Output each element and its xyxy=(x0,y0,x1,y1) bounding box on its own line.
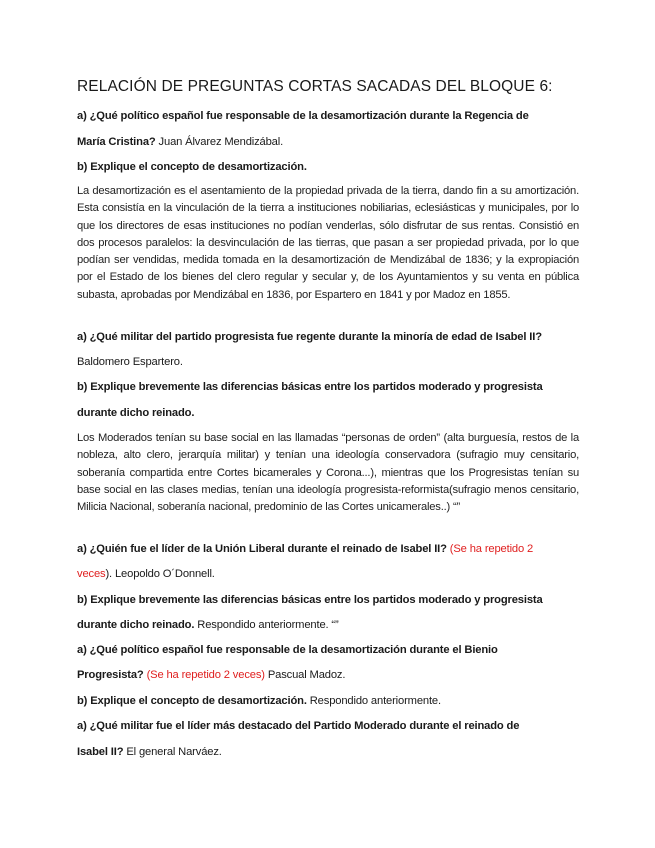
question-1-line-1: a) ¿Qué político español fue responsable de la desamortización durante la Regencia de xyxy=(77,110,529,122)
question-3: a) ¿Qué militar del partido progresista fue regente durante la minoría de edad de Isabel II? xyxy=(77,331,542,343)
answer-7: Pascual Madoz. xyxy=(267,669,346,681)
question-6-line-2 xyxy=(77,619,339,631)
question-8: b) Explique el concepto de desamortización. xyxy=(77,695,307,707)
answer-8: Respondido anteriormente. xyxy=(309,695,441,707)
question-5-line-1 xyxy=(77,543,533,555)
question-4-line-1: b) Explique brevemente las diferencias básicas entre los partidos moderado y progresista xyxy=(77,381,543,393)
question-9-line-2 xyxy=(77,746,222,758)
question-8-line xyxy=(77,695,441,707)
question-1-end: María Cristina? xyxy=(77,136,156,148)
question-7-line-2 xyxy=(77,669,345,681)
question-2: b) Explique el concepto de desamortización. xyxy=(77,161,307,173)
answer-1: Juan Álvarez Mendizábal. xyxy=(158,136,284,148)
question-9-line-1: a) ¿Qué militar fue el líder más destacado del Partido Moderado durante el reinado de xyxy=(77,720,520,732)
question-9-end: Isabel II? xyxy=(77,746,124,758)
question-1-line-2 xyxy=(77,136,283,148)
question-7-line-1: a) ¿Qué político español fue responsable de la desamortización durante el Bienio xyxy=(77,644,498,656)
question-5-line-2 xyxy=(77,568,215,580)
question-6-line-1: b) Explique brevemente las diferencias básicas entre los partidos moderado y progresista xyxy=(77,594,543,606)
answer-3: Baldomero Espartero. xyxy=(77,356,183,368)
question-6-end: durante dicho reinado. xyxy=(77,619,195,631)
answer-5: ). Leopoldo O´Donnell. xyxy=(105,568,215,580)
question-5: a) ¿Quién fue el líder de la Unión Liberal durante el reinado de Isabel II? xyxy=(77,543,447,555)
document-title: RELACIÓN DE PREGUNTAS CORTAS SACADAS DEL BLOQUE 6: xyxy=(77,78,553,95)
answer-2-paragraph: La desamortización es el asentamiento de la propiedad privada de la tierra, dando fin a su amortización. Esta consistía en la vinculación de la tierra a instituciones nobiliarias, eclesiásticas y municipales, por lo que los directores de esas instituciones no podían venderlas, sólo disfrutar de sus rentas. Consistió en dos procesos paralelos: la desvinculación de las tierras, que pasan a ser propiedad privada, por lo que podían ser vendidas, medida tomada en la desamortización de Mendizábal de 1836; y la expropiación por el Estado de los bienes del clero regular y secular y, de los Ayuntamientos y su venta en pública subasta, aprobadas por Mendizábal en 1836, por Espartero en 1841 y por Madoz en 1855. xyxy=(77,185,579,301)
repeat-note-5a: (Se ha repetido 2 xyxy=(449,543,534,555)
answer-6: Respondido anteriormente. “” xyxy=(197,619,339,631)
repeat-note-5b: veces xyxy=(77,568,106,580)
question-7-end: Progresista? xyxy=(77,669,144,681)
answer-9: El general Narváez. xyxy=(126,746,222,758)
repeat-note-7: (Se ha repetido 2 veces) xyxy=(146,669,265,681)
answer-4-paragraph: Los Moderados tenían su base social en las llamadas “personas de orden” (alta burguesía, restos de la nobleza, alto clero, jerarquía militar) y tenían una ideología conservadora (sufragio muy censitario, soberanía compartida entre Cortes bicamerales y Corona...), mientras que los Progresistas tenían su base social en las clases medias, tenían una ideología progresista-reformista(sufragio menos censitario, Milicia Nacional, soberanía nacional, predominio de las Cortes unicamerales..) “” xyxy=(77,432,579,514)
question-4-line-2: durante dicho reinado. xyxy=(77,407,195,419)
